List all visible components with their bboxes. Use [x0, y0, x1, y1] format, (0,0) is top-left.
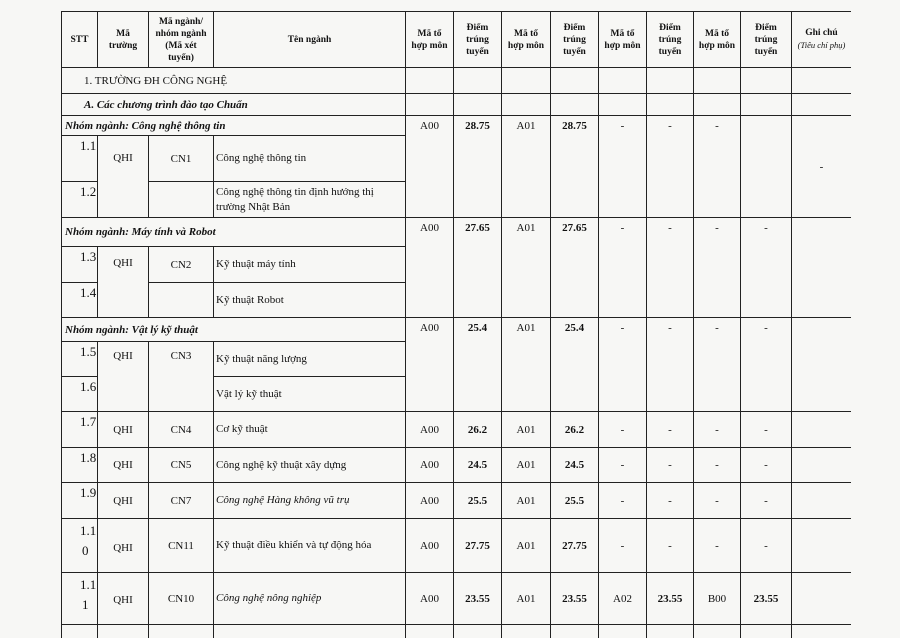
group-to-hop-1: A00 — [406, 116, 454, 218]
group-title: Nhóm ngành: Vật lý kỹ thuật — [62, 318, 406, 342]
admission-score-table-sheet — [61, 11, 851, 638]
header-stt: STT — [62, 12, 98, 68]
group-to-hop-1: A00 — [406, 318, 454, 412]
row-to-hop-1: A00 — [406, 448, 454, 483]
row-diem-4: 23.55 — [741, 573, 792, 625]
row-to-hop-4: - — [694, 519, 741, 573]
group-to-hop-3: - — [599, 318, 647, 412]
row-diem-1: 25.5 — [454, 483, 502, 519]
group-diem-2: 27.65 — [551, 218, 599, 318]
row-stt-cont: 0 — [82, 543, 89, 558]
group-diem-1: 27.65 — [454, 218, 502, 318]
row-ten-nganh: Kỹ thuật điều khiển và tự động hóa — [214, 519, 406, 573]
row-stt-cont: 1 — [82, 597, 89, 612]
group-row — [62, 318, 852, 342]
table-row — [62, 412, 852, 448]
row-to-hop-3: - — [599, 448, 647, 483]
row-to-hop-1: A00 — [406, 573, 454, 625]
row-stt — [62, 573, 98, 625]
row-ma-nganh: CN3 — [149, 342, 214, 412]
group-diem-3: - — [647, 116, 694, 218]
row-ten-nganh: Công nghệ nông nghiệp — [214, 573, 406, 625]
group-row — [62, 218, 852, 247]
row-diem-4: - — [741, 519, 792, 573]
section-row — [62, 68, 852, 94]
group-diem-4: - — [741, 218, 792, 318]
row-diem-3: 23.55 — [647, 573, 694, 625]
group-diem-1: 25.4 — [454, 318, 502, 412]
row-diem-1: 27.75 — [454, 519, 502, 573]
subsection-row — [62, 94, 852, 116]
row-stt: 1.2 — [62, 182, 98, 218]
row-ma-truong: QHI — [98, 519, 149, 573]
row-diem-4: - — [741, 412, 792, 448]
row-diem-3: - — [647, 412, 694, 448]
header-ten-nganh: Tên ngành — [214, 12, 406, 68]
row-to-hop-2: A01 — [502, 483, 551, 519]
table-row — [62, 448, 852, 483]
row-to-hop-3: A02 — [599, 573, 647, 625]
row-stt: 1.1 — [62, 136, 98, 182]
row-ten-nganh: Kỹ thuật máy tính — [214, 247, 406, 283]
row-stt: 1.9 — [62, 483, 98, 519]
group-diem-2: 28.75 — [551, 116, 599, 218]
row-stt: 1.5 — [62, 342, 98, 377]
section-title: 1. TRƯỜNG ĐH CÔNG NGHỆ — [62, 68, 406, 94]
group-to-hop-2: A01 — [502, 218, 551, 318]
row-stt: 1.4 — [62, 283, 98, 318]
row-diem-4: - — [741, 448, 792, 483]
row-ma-truong: QHI — [98, 247, 149, 318]
row-ten-nganh: Cơ kỹ thuật — [214, 412, 406, 448]
table-row — [62, 573, 852, 625]
row-stt: 1.3 — [62, 247, 98, 283]
table-row — [62, 625, 852, 638]
group-row — [62, 116, 852, 136]
row-diem-3: - — [647, 519, 694, 573]
header-to-hop-4: Mã tổ hợp môn — [694, 12, 741, 68]
row-ma-truong: QHI — [98, 136, 149, 218]
row-ma-nganh: CN1 — [149, 136, 214, 182]
group-title: Nhóm ngành: Máy tính và Robot — [62, 218, 406, 247]
table-row — [62, 483, 852, 519]
row-stt-main: 1.1 — [80, 577, 97, 592]
admission-score-table — [61, 11, 851, 638]
group-diem-3: - — [647, 218, 694, 318]
group-ghi-chu: - — [792, 116, 852, 218]
group-diem-4 — [741, 116, 792, 218]
row-to-hop-1: A00 — [406, 483, 454, 519]
row-diem-2: 23.55 — [551, 573, 599, 625]
row-ten-nganh: Công nghệ thông tin — [214, 136, 406, 182]
header-ma-nganh: Mã ngành/ nhóm ngành (Mã xét tuyển) — [149, 12, 214, 68]
header-ghi-chu — [792, 12, 852, 68]
row-ma-truong: QHI — [98, 483, 149, 519]
group-to-hop-4: - — [694, 318, 741, 412]
row-to-hop-4: - — [694, 483, 741, 519]
row-ten-nganh: Kỹ thuật Robot — [214, 283, 406, 318]
row-ma-truong: QHI — [98, 573, 149, 625]
row-to-hop-2: A01 — [502, 448, 551, 483]
header-ma-truong: Mã trường — [98, 12, 149, 68]
header-diem-3: Điểm trúng tuyển — [647, 12, 694, 68]
header-diem-1: Điểm trúng tuyển — [454, 12, 502, 68]
row-diem-2: 26.2 — [551, 412, 599, 448]
row-to-hop-3: - — [599, 483, 647, 519]
group-to-hop-2: A01 — [502, 318, 551, 412]
row-ma-truong: QHI — [98, 342, 149, 412]
group-diem-4: - — [741, 318, 792, 412]
row-to-hop-4: - — [694, 448, 741, 483]
header-ghi-chu-sub: (Tiêu chí phụ) — [797, 40, 846, 50]
row-ma-nganh: CN4 — [149, 412, 214, 448]
row-ma-truong: QHI — [98, 448, 149, 483]
row-stt: 1.8 — [62, 448, 98, 483]
row-stt-main: 1.1 — [80, 523, 97, 538]
group-diem-3: - — [647, 318, 694, 412]
row-diem-1: 23.55 — [454, 573, 502, 625]
row-ma-truong: QHI — [98, 412, 149, 448]
group-to-hop-3: - — [599, 218, 647, 318]
header-diem-2: Điểm trúng tuyển — [551, 12, 599, 68]
row-to-hop-2: A01 — [502, 519, 551, 573]
row-stt: 1.6 — [62, 377, 98, 412]
row-to-hop-4: B00 — [694, 573, 741, 625]
row-ten-nganh: Vật lý kỹ thuật — [214, 377, 406, 412]
row-to-hop-2: A01 — [502, 412, 551, 448]
row-ten-nganh: Kỹ thuật năng lượng — [214, 342, 406, 377]
group-to-hop-4: - — [694, 116, 741, 218]
row-ten-nganh: Công nghệ Hàng không vũ trụ — [214, 483, 406, 519]
group-to-hop-4: - — [694, 218, 741, 318]
row-diem-2: 27.75 — [551, 519, 599, 573]
row-ma-nganh: CN5 — [149, 448, 214, 483]
row-diem-1: 26.2 — [454, 412, 502, 448]
row-ma-nganh: CN2 — [149, 247, 214, 283]
subsection-title: A. Các chương trình đào tạo Chuẩn — [62, 94, 406, 116]
row-diem-1: 24.5 — [454, 448, 502, 483]
row-to-hop-4: - — [694, 412, 741, 448]
row-diem-4: - — [741, 483, 792, 519]
group-diem-1: 28.75 — [454, 116, 502, 218]
row-ma-nganh: CN11 — [149, 519, 214, 573]
row-stt — [62, 519, 98, 573]
row-to-hop-3: - — [599, 412, 647, 448]
row-ten-nganh: Công nghệ kỹ thuật xây dựng — [214, 448, 406, 483]
row-ma-nganh: CN7 — [149, 483, 214, 519]
row-stt: 1.7 — [62, 412, 98, 448]
row-diem-2: 25.5 — [551, 483, 599, 519]
row-to-hop-1: A00 — [406, 519, 454, 573]
group-diem-2: 25.4 — [551, 318, 599, 412]
group-to-hop-1: A00 — [406, 218, 454, 318]
header-to-hop-3: Mã tổ hợp môn — [599, 12, 647, 68]
header-ghi-chu-label: Ghi chú — [805, 28, 838, 38]
row-diem-3: - — [647, 483, 694, 519]
row-ten-nganh: Công nghệ thông tin định hướng thị trường Nhật Bản — [214, 182, 406, 218]
row-diem-3: - — [647, 448, 694, 483]
header-row — [62, 12, 852, 68]
group-to-hop-3: - — [599, 116, 647, 218]
group-title: Nhóm ngành: Công nghệ thông tin — [62, 116, 406, 136]
header-to-hop-2: Mã tổ hợp môn — [502, 12, 551, 68]
header-diem-4: Điểm trúng tuyển — [741, 12, 792, 68]
row-diem-2: 24.5 — [551, 448, 599, 483]
group-to-hop-2: A01 — [502, 116, 551, 218]
table-row — [62, 519, 852, 573]
header-to-hop-1: Mã tổ hợp môn — [406, 12, 454, 68]
row-ma-nganh: CN10 — [149, 573, 214, 625]
row-to-hop-3: - — [599, 519, 647, 573]
row-to-hop-2: A01 — [502, 573, 551, 625]
row-to-hop-1: A00 — [406, 412, 454, 448]
